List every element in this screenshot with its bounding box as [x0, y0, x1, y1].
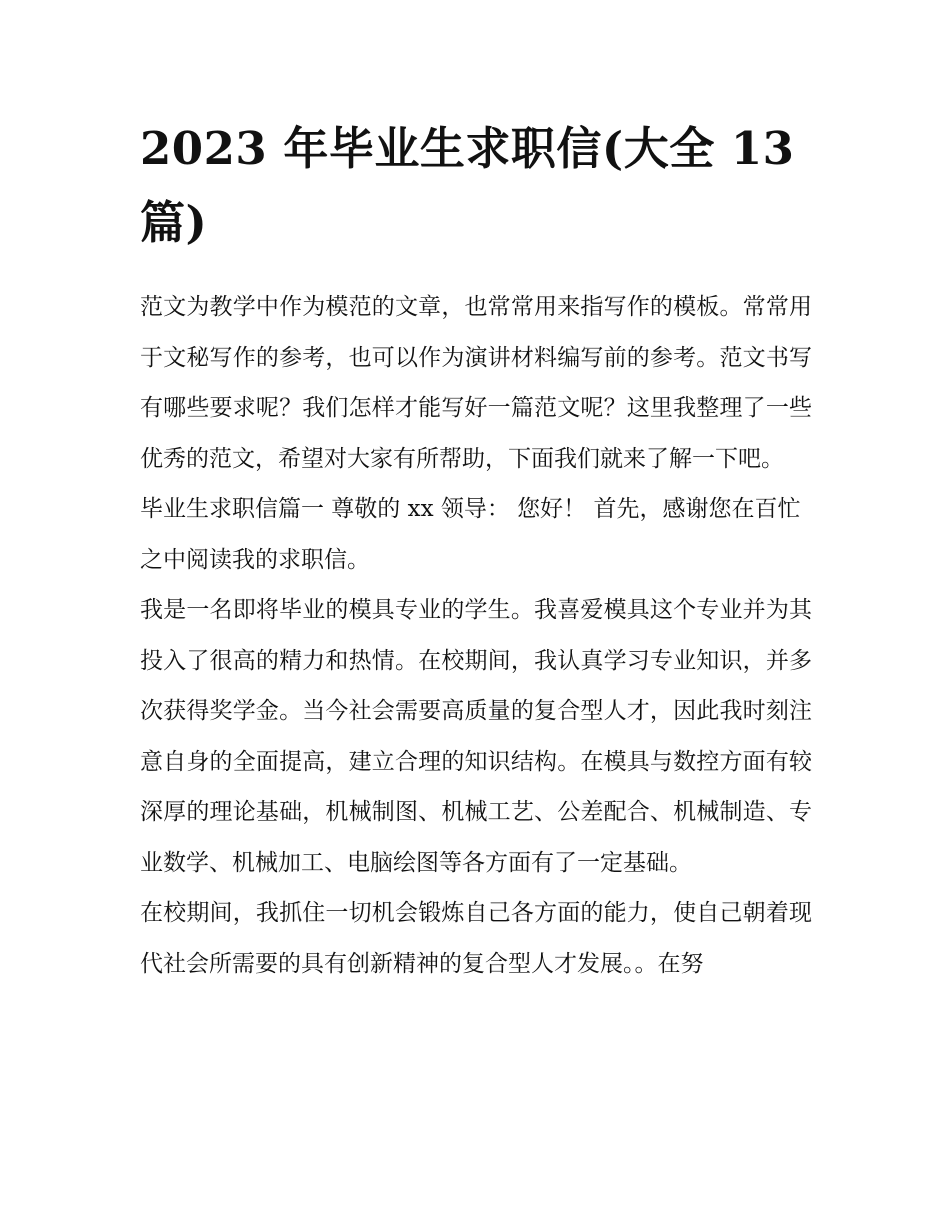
- body-paragraph: 我是一名即将毕业的模具专业的学生。我喜爱模具这个专业并为其投入了很高的精力和热情。在校期间，我认真学习专业知识，并多次获得奖学金。当今社会需要高质量的复合型人才，因此我时刻注意自身的全面提高，建立合理的知识结构。在模具与数控方面有较深厚的理论基础，机械制图、机械工艺、公差配合、机械制造、专业数学、机械加工、电脑绘图等各方面有了一定基础。: [140, 597, 812, 876]
- document-title: 2023 年毕业生求职信(大全 13 篇): [140, 122, 795, 249]
- body-paragraph: 在校期间，我抓住一切机会锻炼自己各方面的能力，使自己朝着现代社会所需要的具有创新精神的复合型人才发展。。在努: [140, 900, 812, 977]
- intro-paragraph: 范文为教学中作为模范的文章，也常常用来指写作的模板。常常用于文秘写作的参考，也可以作为演讲材料编写前的参考。范文书写有哪些要求呢？我们怎样才能写好一篇范文呢？这里我整理了一些优秀的范文，希望对大家有所帮助，下面我们就来了解一下吧。: [140, 294, 812, 472]
- document-page: [140, 112, 812, 989]
- letter-greeting-paragraph: 毕业生求职信篇一 尊敬的 xx 领导： 您好！ 首先，感谢您在百忙之中阅读我的求职信。: [140, 496, 801, 573]
